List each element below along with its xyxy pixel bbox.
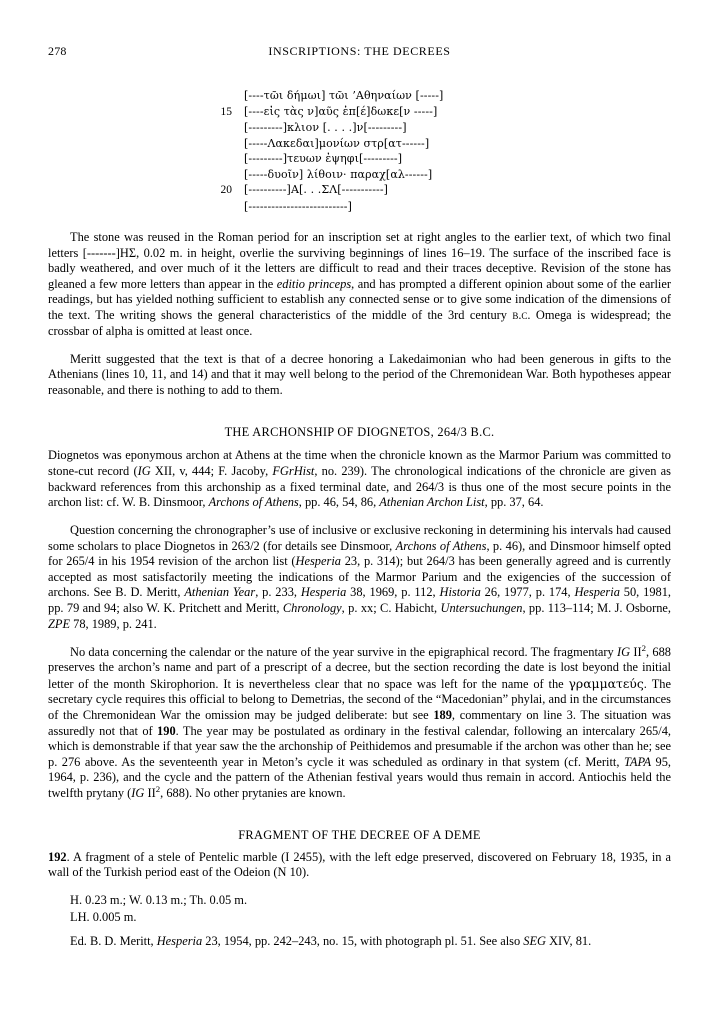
text-segment: , p. 46), and Dinsmoor himself opted for 265/4 in his 1954 revision of the archon list (	[48, 538, 671, 569]
superscript-two: 2	[641, 642, 647, 653]
inscription-line	[48, 182, 671, 199]
italic-hesperia: Hesperia	[574, 585, 620, 600]
text-segment: , and has prompted a different opinion about some of the earlier readings, but has yielded nothing sufficient to establish any connected sense or to give some indication of the dimensions of the text. The writing shows the general characteristics of the middle of the 3rd century	[48, 276, 671, 322]
inscription-line	[48, 136, 671, 152]
text-segment: Question concerning the chronographer’s use of inclusive or exclusive reckoning in determining his intervals had caused some scholars to place Diognetos in 263/2 (for details see Dinsmoor,	[48, 523, 671, 553]
inscription-line	[48, 104, 671, 121]
smallcaps-bc: b.c.	[512, 307, 531, 322]
italic-archons-of-athens: Archons of Athens	[395, 538, 487, 553]
section-heading-fragment: FRAGMENT OF THE DECREE OF A DEME	[238, 827, 481, 842]
paragraph-stone-reuse	[48, 230, 671, 339]
inscription-line-text: [----------]Α[. . .ΣΛ[-----------]	[244, 183, 389, 196]
text-segment: . A fragment of a stele of Pentelic marble (I 2455), with the left edge preserved, discovered on February 18, 1935, in a wall of the Turkish period east of the Odeion (N 10).	[48, 849, 671, 880]
measurement-line-letter-height: LH. 0.005 m.	[70, 909, 137, 924]
text-segment: ]HΣ, 0.02 m. in height, overlie the surviving beginnings of lines 16–19. The surface of the inscribed face is badly weathered, and over much of it the letters are difficult to read and their traces deceptive. Revision of the stone has gleaned a few more letters than appear in the	[48, 245, 671, 291]
inscription-line-text: [----τῶι δήμωι] τῶι ’Αθηναίων [-----]	[244, 89, 444, 102]
italic-chronology: Chronology	[282, 601, 342, 616]
italic-ig: IG	[131, 785, 145, 800]
entry-number-192: 192	[48, 849, 67, 864]
inscription-line-text: [-----δυοῖν] λίθοιν· παραχ[αλ------]	[244, 167, 433, 181]
paragraph-meritt-suggestion: Meritt suggested that the text is that of a decree honoring a Lakedaimonian who had been generous in gifts to the Athenians (lines 10, 11, and 14) and that it may well belong to the period of the Chremonidean War. Both hypotheses appear reasonable, and there is nothing to add to them.	[48, 351, 671, 397]
paragraph-diognetos-1	[48, 448, 671, 510]
paragraph-diognetos-2	[48, 523, 671, 632]
inscription-line	[48, 167, 671, 183]
italic-fgrhist: FGrHist	[272, 463, 315, 478]
text-segment: Omega is widespread; the crossbar of alpha is omitted at least once.	[48, 307, 671, 338]
inscription-text-block	[48, 88, 671, 214]
superscript-two: 2	[155, 783, 161, 794]
italic-zpe: ZPE	[48, 616, 71, 631]
paragraph-diognetos-3	[48, 642, 672, 802]
page-folio-number: 278	[48, 44, 67, 58]
bold-ref-190: 190	[157, 723, 176, 738]
italic-tapa: TAPA	[623, 754, 652, 769]
text-segment: 95, 1964, p. 236), and the cycle and the pattern of the Athenian festival years would thus remain in accord. Antiochis held the twelfth prytany (	[48, 754, 672, 800]
text-segment: 78, 1989, p. 241.	[70, 616, 157, 631]
italic-athenian-year: Athenian Year	[184, 585, 256, 600]
measurement-line-dimensions: H. 0.23 m.; W. 0.13 m.; Th. 0.05 m.	[70, 893, 248, 908]
text-segment: . The secretary cycle requires this official to belong to Demetrias, the second of the “Macedonian” phylai, and in the circumstances of the Chremonidean War the omission may be judged deliberate: but see	[48, 676, 671, 723]
italic-seg: SEG	[523, 934, 546, 949]
italic-historia: Historia	[439, 585, 481, 600]
text-segment: XII, v, 444; F. Jacoby,	[150, 463, 273, 478]
text-segment: . The year may be postulated as ordinary in the festival calendar, following an intercalary 265/4, which is demonstrable if that year saw the the archonship of Peithidemos and presumable if the archon was other than he; see p. 276 above. As the seventeenth year in Meton’s cycle it was scheduled as ordinary in that system (cf. Meritt,	[48, 723, 671, 769]
text-segment: II	[144, 785, 156, 800]
bold-ref-189: 189	[433, 708, 452, 723]
edition-reference-line	[70, 934, 671, 950]
inscription-line-number: 15	[220, 105, 232, 118]
inscription-line-text: [-----Λακεδαι]μονίων στρ[ατ------]	[244, 136, 430, 150]
inscription-line	[48, 199, 671, 215]
text-segment: II	[630, 644, 642, 659]
text-segment: No data concerning the calendar or the nature of the year survive in the epigraphical record. The fragmentary	[70, 644, 617, 659]
text-segment: 38, 1969, p. 112,	[346, 585, 440, 600]
running-title: INSCRIPTIONS: THE DECREES	[268, 44, 451, 58]
text-segment: 23, 1954, pp. 242–243, no. 15, with photograph pl. 51. See also	[202, 934, 524, 949]
text-segment: , pp. 37, 64.	[484, 495, 544, 510]
dash-run: -------	[86, 245, 116, 260]
text-segment: , p. 233,	[255, 585, 301, 600]
italic-ig: IG	[137, 463, 151, 478]
text-segment: , p. xx; C. Habicht,	[341, 601, 441, 616]
text-segment: 26, 1977, p. 174,	[480, 585, 575, 600]
text-segment: , no. 239). The chronological indications of the chronicle are given as backward references from this archonship as a fixed terminal date, and 264/3 is thus one of the most secure points in the archon list: cf. W. B. Dinsmoor,	[48, 463, 671, 510]
italic-ig: IG	[617, 644, 631, 659]
inscription-line-text: [---------]τευων ἐψηφι[---------]	[244, 152, 403, 165]
inscription-line	[48, 151, 671, 167]
inscription-line-number: 20	[220, 184, 232, 196]
text-segment: , 688). No other prytanies are known.	[160, 785, 346, 800]
italic-archons-of-athens: Archons of Athens	[208, 495, 299, 510]
italic-athenian-archon-list: Athenian Archon List	[379, 495, 485, 510]
greek-grammateus: γραμματεύς	[568, 675, 644, 691]
text-segment: 23, p. 314); but 264/3 has been generally agreed and is currently accepted as most satisfactorily meeting the indications of the Marmor Parium and the exigencies of the succession of archons. See B. D. Meritt,	[48, 554, 671, 600]
text-segment: 50, 1981, pp. 79 and 94; also W. K. Pritchett and Meritt,	[48, 585, 671, 616]
text-segment: Ed. B. D. Meritt,	[70, 934, 157, 949]
inscription-line-text: [--------------------------]	[244, 199, 353, 213]
inscription-line-text: [----εἰς τὰς ν]αῦς ἐπ[έ]δωκε[ν -----]	[244, 104, 438, 118]
text-segment: XIV, 81.	[546, 934, 592, 949]
inscription-line	[48, 120, 671, 136]
section-heading-archonship: THE ARCHONSHIP OF DIOGNETOS, 264/3 B.C.	[224, 425, 495, 440]
italic-hesperia: Hesperia	[300, 585, 347, 600]
italic-untersuchungen: Untersuchungen	[440, 601, 523, 616]
text-segment: , commentary on line 3. The situation was assuredly not that of	[48, 708, 671, 738]
text-segment: , pp. 46, 54, 86,	[298, 495, 380, 510]
text-segment: The stone was reused in the Roman period for an inscription set at right angles to the earlier text, of which two final letters [	[48, 230, 671, 260]
running-head	[48, 44, 671, 66]
italic-hesperia: Hesperia	[156, 934, 203, 949]
italic-editio-princeps: editio princeps	[276, 276, 352, 291]
text-segment: Diognetos was eponymous archon at Athens at the time when the chronicle known as the Marmor Parium was committed to stone-cut record (	[48, 448, 671, 478]
inscription-line	[48, 88, 671, 104]
italic-hesperia: Hesperia	[295, 554, 341, 569]
text-segment: , pp. 113–114; M. J. Osborne,	[522, 601, 671, 616]
inscription-line-text: [---------]κλιον [. . . .]ν[---------]	[244, 121, 407, 134]
paragraph-entry-192	[48, 850, 671, 881]
text-segment: , 688 preserves the archon’s name and part of a prescript of a decree, but the section recording the date is lost beyond the initial letter of the month Skirophorion. It is nevertheless clear that no space was left for the name of the	[48, 644, 671, 691]
